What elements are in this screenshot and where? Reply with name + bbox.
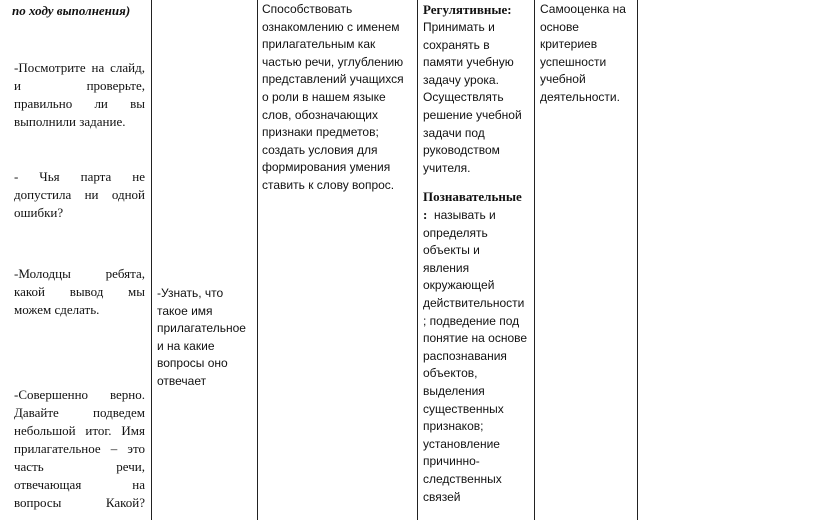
column-divider (637, 0, 638, 520)
paragraph-check-slide: -Посмотрите на слайд, и проверьте, правильно ли вы выполнили задание. (14, 60, 145, 129)
self-assessment-text: Самооценка на основе критериев успешности учебной деятельности. (540, 2, 626, 104)
lesson-goals-cell (258, 0, 417, 520)
self-assessment-cell (535, 0, 637, 520)
paragraph-well-done: -Молодцы ребята, какой вывод мы можем сделать. (14, 266, 145, 317)
student-goal-text: -Узнать, что такое имя прилагательное и на какие вопросы оно отвечает (157, 286, 246, 388)
paragraph-summary: -Совершенно верно. Давайте подведем небольшой итог. Имя прилагательное – это часть речи, отвечающая на вопросы Какой? (14, 387, 145, 510)
teacher-activity-cell (0, 0, 151, 520)
cell-header-text: по ходу выполнения) (12, 3, 131, 18)
cognitive-title: Познавательные (423, 189, 522, 204)
student-activity-cell (152, 0, 257, 520)
lesson-goals-text: Способствовать ознакомлению с именем прилагательным как частью речи, углублению представлений учащихся о роли в нашем языке слов, обозначающих признаки предметов; создать условия для формирования умения ставить к слову вопрос. (262, 2, 404, 192)
regulatory-title: Регулятивные: (423, 2, 512, 17)
cognitive-block: Познавательные : называть и определять объекты и явления окружающей действительности ; подведение под понятие на основе распознавания объектов, выделения существенных признаков; установление причинно- следственных связей (423, 188, 533, 506)
learning-actions-cell (418, 0, 534, 520)
regulatory-block: Регулятивные: Принимать и сохранять в памяти учебную задачу урока. Осуществлять решение учебной задачи под руководством учителя. (423, 1, 533, 177)
paragraph-which-desk: - Чья парта не допустила ни одной ошибки? (14, 169, 145, 220)
